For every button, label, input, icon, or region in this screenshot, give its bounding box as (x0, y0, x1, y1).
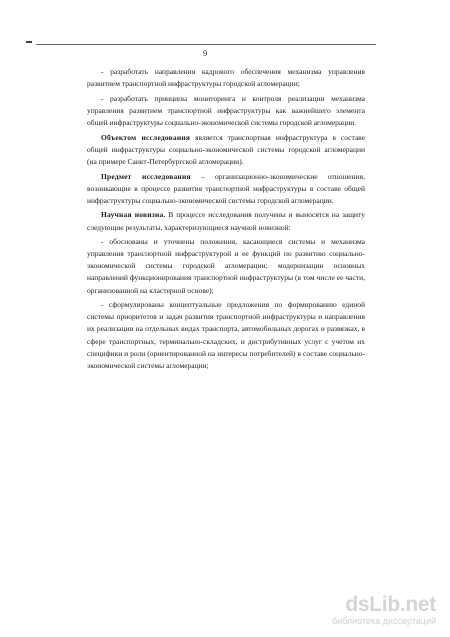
paragraph-text: В процессе исследования получены и выносятся на защиту следующие результаты, характеризующиеся научной новизной: (87, 210, 366, 232)
paragraph-text: - сформулированы концептуальные предложения по формированию единой системы приоритетов и задач развития транспортной инфраструктуры и направления их реализации на отдельных видах транспорта, автомобильных дорогах и развязках, в сфере транспортных, терминально-складских, и дистрибутивных услуг с учетом их специфики и роли (ориентированной на интересы потребителей) в составе социально-экономической системы агломерации; (87, 300, 365, 370)
paragraph-research-object (87, 132, 365, 168)
watermark-tagline: библиотека диссертаций (331, 616, 436, 626)
paragraph-heading: Объектом исследования (101, 132, 191, 142)
paragraph-scientific-novelty (87, 209, 365, 233)
paragraph-monitoring (87, 93, 365, 129)
paragraph-heading: Научная новизна. (101, 210, 166, 220)
paragraph-staffing (87, 66, 365, 90)
paragraph-novelty-item-2 (87, 299, 365, 372)
paragraph-text: - обоснованы и уточнены положения, касающиеся системы и механизма управления транспортной инфраструктурой и ее функций по развитию социально-экономической системы городской агломерации; модернизации основных направлений функционирования транспортной инфраструктуры (в том числе ее части, организованной на кластерной основе); (87, 237, 365, 295)
page-number: 9 (203, 48, 208, 58)
paragraph-research-subject (87, 171, 365, 207)
paragraph-text: является транспортная инфраструктура в составе общей инфраструктуры социально-экономической системы городской агломерации (на примере Санкт-Петербургской агломерации). (87, 132, 365, 166)
paragraph-text: – организационно-экономические отношения, возникающие в процессе развития транспортной инфраструктуры в составе общей инфраструктуры социально-экономической системы городской агломерации. (87, 171, 365, 205)
watermark (316, 594, 436, 627)
page-rule-mark (26, 41, 32, 43)
watermark-logo: dsLib.net (345, 593, 436, 616)
header-rule (36, 44, 376, 45)
paragraph-novelty-item-1 (87, 236, 365, 296)
paragraph-heading: Предмет исследования (101, 171, 191, 181)
paragraph-text: - разработать направления кадрового обеспечения механизма управления развитием транспортной инфраструктуры городской агломерации; (87, 67, 365, 89)
document-body (87, 66, 365, 374)
paragraph-text: - разработать принципы мониторинга и контроля реализации механизма управления развитием транспортной инфраструктуры как важнейшего элемента общей инфраструктуры социально-экономической системы городской агломерации. (87, 93, 365, 127)
